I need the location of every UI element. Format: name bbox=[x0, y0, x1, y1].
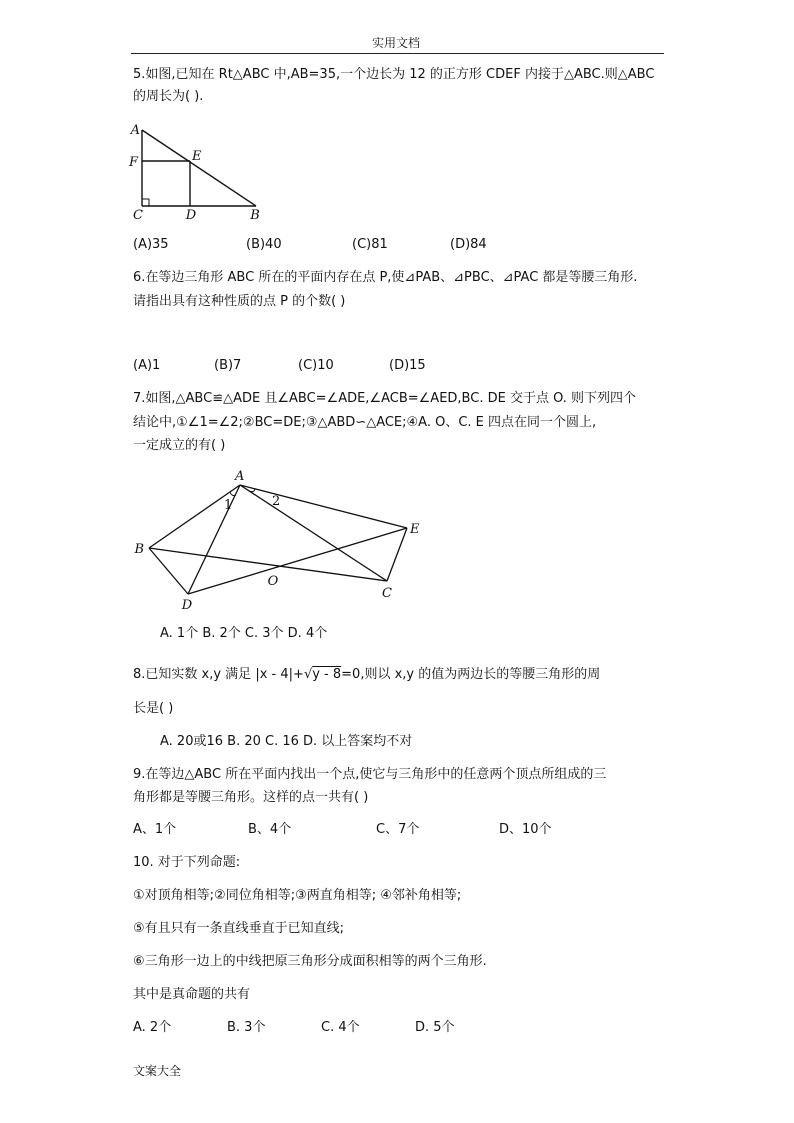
q10-option-c: C. 4个 bbox=[321, 1020, 360, 1035]
q8-prefix: 8.已知实数 x,y 满足 bbox=[133, 667, 252, 682]
q7-text-line-2: 结论中,①∠1=∠2;②BC=DE;③△ABD∽△ACE;④A. O、C. E 四点在同一个圆上, bbox=[133, 415, 597, 430]
q8-sqrt-expr: y - 8 bbox=[312, 667, 342, 682]
q10-text-line-5: 其中是真命题的共有 bbox=[133, 987, 251, 1002]
q6-option-a: (A)1 bbox=[133, 358, 161, 373]
q5-label-b: B bbox=[250, 208, 260, 223]
q7-seg-ab bbox=[149, 485, 240, 548]
q7-seg-ae bbox=[240, 485, 407, 528]
q5-right-angle-mark bbox=[142, 199, 149, 206]
q5-option-a: (A)35 bbox=[133, 237, 169, 252]
q10-option-d: D. 5个 bbox=[415, 1020, 455, 1035]
q8-suffix: =0,则以 x,y 的值为两边长的等腰三角形的周 bbox=[341, 667, 601, 682]
q5-side-ab bbox=[142, 130, 256, 206]
q8-abs-expr: x - 4 bbox=[259, 667, 289, 682]
q6-text-line-1: 6.在等边三角形 ABC 所在的平面内存在点 P,使⊿PAB、⊿PBC、⊿PAC 都是等腰三角形. bbox=[133, 270, 638, 285]
q7-figure-triangles bbox=[128, 466, 428, 616]
q5-label-d: D bbox=[185, 208, 197, 223]
q9-text-line-2: 角形都是等腰三角形。这样的点一共有( ) bbox=[133, 790, 369, 805]
q7-label-b: B bbox=[134, 542, 144, 557]
q7-label-c: C bbox=[382, 586, 392, 601]
q5-figure-right-triangle bbox=[130, 120, 270, 224]
q9-text-line-1: 9.在等边△ABC 所在平面内找出一个点,使它与三角形中的任意两个顶点所组成的三 bbox=[133, 767, 607, 782]
q10-text-line-1: 10. 对于下列命题: bbox=[133, 855, 241, 870]
q5-label-a: A bbox=[130, 123, 140, 138]
q7-text-line-1: 7.如图,△ABC≌△ADE 且∠ABC=∠ADE,∠ACB=∠AED,BC. DE 交于点 O. 则下列四个 bbox=[133, 391, 637, 406]
q9-option-d: D、10个 bbox=[499, 822, 552, 837]
q8-abs-bar-left: | bbox=[255, 667, 260, 682]
q8-plus: + bbox=[293, 667, 304, 682]
q7-label-angle-1: 1 bbox=[224, 498, 233, 513]
q7-seg-ce bbox=[387, 528, 407, 581]
q8-text-line-1 bbox=[133, 666, 600, 684]
q10-text-line-2: ①对顶角相等;②同位角相等;③两直角相等; ④邻补角相等; bbox=[133, 888, 462, 903]
header-divider bbox=[131, 53, 664, 54]
q6-option-d: (D)15 bbox=[389, 358, 426, 373]
q7-seg-ac bbox=[240, 485, 387, 581]
q10-option-b: B. 3个 bbox=[227, 1020, 266, 1035]
q9-option-c: C、7个 bbox=[376, 822, 420, 837]
q5-label-c: C bbox=[133, 208, 143, 223]
q8-options: A. 20或16 B. 20 C. 16 D. 以上答案均不对 bbox=[160, 734, 413, 749]
q5-label-e: E bbox=[192, 149, 202, 164]
q10-option-a: A. 2个 bbox=[133, 1020, 172, 1035]
q8-sqrt-sign: √ bbox=[303, 667, 313, 682]
q7-label-d: D bbox=[181, 598, 193, 613]
q5-text-line-1: 5.如图,已知在 Rt△ABC 中,AB=35,一个边长为 12 的正方形 CDEF 内接于△ABC.则△ABC bbox=[133, 67, 655, 82]
page-footer-text: 文案大全 bbox=[133, 1064, 182, 1078]
q7-label-o: O bbox=[267, 574, 279, 589]
q7-seg-de bbox=[188, 528, 407, 594]
q5-option-c: (C)81 bbox=[352, 237, 388, 252]
q7-options: A. 1个 B. 2个 C. 3个 D. 4个 bbox=[160, 626, 328, 641]
page-header-title: 实用文档 bbox=[372, 36, 421, 50]
q7-label-angle-2: 2 bbox=[272, 494, 281, 509]
q7-label-a: A bbox=[235, 469, 245, 484]
q5-option-d: (D)84 bbox=[450, 237, 487, 252]
q7-seg-bd bbox=[149, 548, 188, 594]
q10-text-line-3: ⑤有且只有一条直线垂直于已知直线; bbox=[133, 921, 345, 936]
q5-label-f: F bbox=[128, 155, 138, 170]
q9-option-b: B、4个 bbox=[248, 822, 292, 837]
q7-label-e: E bbox=[410, 522, 420, 537]
q7-angle-2-arc bbox=[249, 489, 255, 492]
q7-text-line-3: 一定成立的有( ) bbox=[133, 438, 226, 453]
q5-option-b: (B)40 bbox=[246, 237, 282, 252]
q6-text-line-2: 请指出具有这种性质的点 P 的个数( ) bbox=[133, 294, 346, 309]
q6-option-b: (B)7 bbox=[214, 358, 242, 373]
q8-abs-bar-right: | bbox=[288, 667, 294, 682]
q9-option-a: A、1个 bbox=[133, 822, 177, 837]
q8-text-line-2: 长是( ) bbox=[133, 701, 174, 716]
q10-text-line-4: ⑥三角形一边上的中线把原三角形分成面积相等的两个三角形. bbox=[133, 954, 487, 969]
q5-text-line-2: 的周长为( ). bbox=[133, 89, 204, 104]
q6-option-c: (C)10 bbox=[298, 358, 334, 373]
